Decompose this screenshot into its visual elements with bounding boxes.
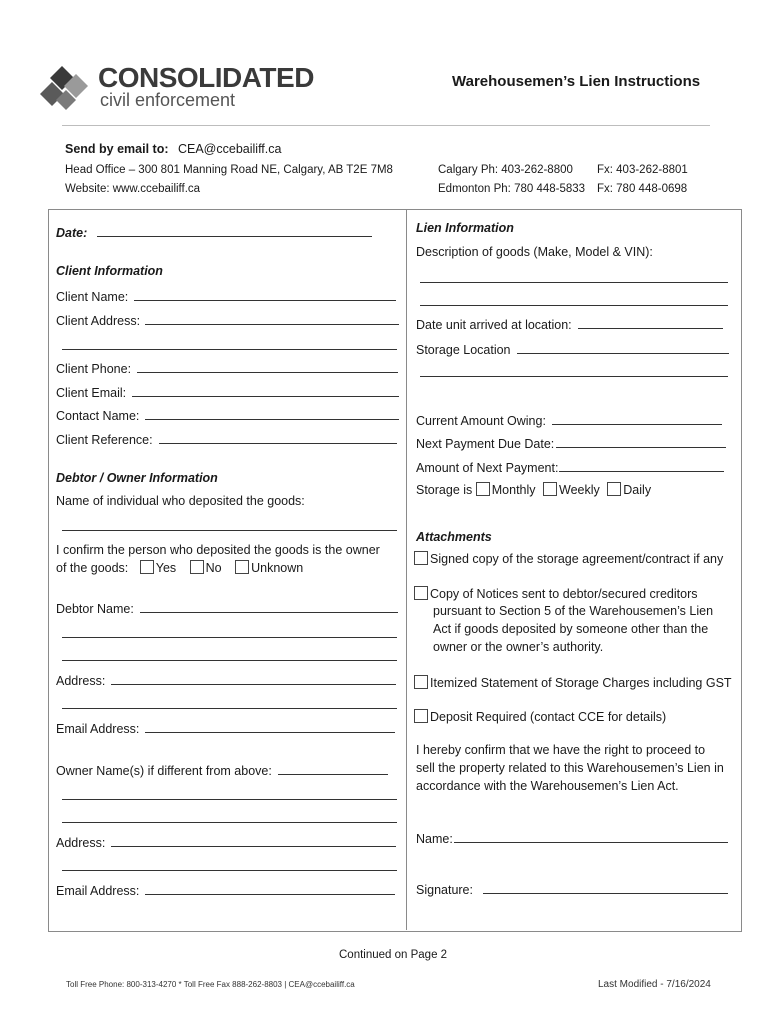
calgary-phone: Calgary Ph: 403-262-8800 — [438, 164, 573, 176]
logo-tagline: civil enforcement — [100, 90, 236, 110]
daily-checkbox[interactable] — [607, 482, 621, 496]
owner-address-line-2[interactable] — [62, 870, 397, 871]
debtor-name-field[interactable] — [56, 600, 398, 616]
statement-label: Itemized Statement of Storage Charges including GST — [430, 676, 732, 690]
debtor-address-line-2[interactable] — [62, 708, 397, 709]
notices-checkbox[interactable] — [414, 586, 428, 600]
contact-name-label: Contact Name: — [56, 409, 140, 423]
current-owing-label: Current Amount Owing: — [416, 414, 546, 428]
lien-info-heading: Lien Information — [416, 221, 514, 235]
notices-label-1: Copy of Notices sent to debtor/secured creditors — [430, 587, 698, 601]
debtor-name-label: Debtor Name: — [56, 602, 134, 616]
deposited-name-line[interactable] — [62, 530, 397, 531]
edmonton-phone: Edmonton Ph: 780 448-5833 — [438, 183, 586, 195]
owner-confirm-options — [56, 560, 303, 575]
yes-checkbox[interactable] — [140, 560, 154, 574]
storage-is-label: Storage is — [416, 483, 473, 497]
send-email-line — [65, 142, 281, 156]
form-divider — [406, 209, 407, 930]
current-owing-field[interactable] — [416, 412, 722, 428]
send-email[interactable]: CEA@ccebailiff.ca — [177, 142, 282, 156]
debtor-address-field[interactable] — [56, 672, 396, 688]
client-name-label: Client Name: — [56, 290, 129, 304]
client-email-label: Client Email: — [56, 386, 127, 400]
deposit-label: Deposit Required (contact CCE for details) — [430, 710, 667, 724]
client-name-field[interactable] — [56, 288, 396, 304]
client-reference-label: Client Reference: — [56, 433, 153, 447]
date-arrived-field[interactable] — [416, 316, 723, 332]
name-label: Name: — [416, 832, 453, 846]
date-field[interactable] — [56, 224, 372, 240]
amount-next-label: Amount of Next Payment: — [416, 461, 559, 475]
last-modified: Last Modified - 7/16/2024 — [598, 979, 711, 990]
owner-confirm-text: I confirm the person who deposited the goods is the owner — [56, 543, 380, 557]
amount-next-field[interactable] — [416, 459, 724, 475]
owner-address-field[interactable] — [56, 834, 396, 850]
signature-label: Signature: — [416, 883, 473, 897]
confirmation-text-2: sell the property related to this Warehousemen’s Lien in — [416, 761, 724, 775]
client-address-line-2[interactable] — [62, 349, 397, 350]
footer-contact: Toll Free Phone: 800-313-4270 * Toll Free Fax 888-262-8803 | CEA@ccebailiff.ca — [66, 980, 355, 989]
description-line-1[interactable] — [420, 282, 728, 283]
storage-period-options — [416, 482, 651, 497]
no-label: No — [205, 561, 222, 575]
unknown-checkbox[interactable] — [235, 560, 249, 574]
calgary-fax: Fx: 403-262-8801 — [597, 164, 688, 176]
notices-label-2: pursuant to Section 5 of the Warehousemen’s Lien — [433, 604, 714, 618]
attachments-heading: Attachments — [416, 530, 492, 544]
client-reference-field[interactable] — [56, 431, 397, 447]
head-office: Head Office – 300 801 Manning Road NE, Calgary, AB T2E 7M8 — [65, 164, 393, 176]
agreement-label: Signed copy of the storage agreement/contract if any — [430, 552, 724, 566]
deposit-checkbox[interactable] — [414, 709, 428, 723]
edmonton-fax: Fx: 780 448-0698 — [597, 183, 688, 195]
owner-confirm-text-2: of the goods: — [56, 561, 129, 575]
client-info-heading: Client Information — [56, 264, 163, 278]
next-due-field[interactable] — [416, 435, 726, 451]
deposited-label: Name of individual who deposited the goods: — [56, 494, 305, 508]
debtor-address-label: Address: — [56, 674, 106, 688]
yes-label: Yes — [155, 561, 177, 575]
owner-names-field[interactable] — [56, 762, 388, 778]
next-due-label: Next Payment Due Date: — [416, 437, 555, 451]
contact-name-field[interactable] — [56, 407, 399, 423]
attachment-statement — [414, 675, 732, 690]
daily-label: Daily — [623, 483, 652, 497]
client-phone-label: Client Phone: — [56, 362, 132, 376]
storage-location-field[interactable] — [416, 341, 729, 357]
client-email-field[interactable] — [56, 384, 399, 400]
description-line-2[interactable] — [420, 305, 728, 306]
owner-names-line-3[interactable] — [62, 822, 397, 823]
unknown-label: Unknown — [251, 561, 304, 575]
weekly-label: Weekly — [559, 483, 600, 497]
no-checkbox[interactable] — [190, 560, 204, 574]
diamond-logo-icon — [40, 62, 96, 112]
company-logo — [40, 62, 314, 114]
name-field[interactable] — [416, 830, 728, 846]
header-rule — [62, 125, 710, 126]
owner-names-line-2[interactable] — [62, 799, 397, 800]
agreement-checkbox[interactable] — [414, 551, 428, 565]
continued-note: Continued on Page 2 — [339, 949, 448, 961]
debtor-name-line-2[interactable] — [62, 637, 397, 638]
statement-checkbox[interactable] — [414, 675, 428, 689]
confirmation-text-3: accordance with the Warehousemen’s Lien Act. — [416, 779, 679, 793]
client-phone-field[interactable] — [56, 360, 398, 376]
owner-email-label: Email Address: — [56, 884, 140, 898]
attachment-notices — [414, 586, 698, 601]
monthly-checkbox[interactable] — [476, 482, 490, 496]
date-label: Date: — [56, 226, 88, 240]
notices-label-4: owner or the owner’s authority. — [433, 640, 604, 654]
debtor-email-field[interactable] — [56, 720, 395, 736]
owner-names-label: Owner Name(s) if different from above: — [56, 764, 272, 778]
logo-wordmark: CONSOLIDATED — [98, 62, 314, 93]
debtor-email-label: Email Address: — [56, 722, 140, 736]
debtor-info-heading: Debtor / Owner Information — [56, 471, 218, 485]
attachment-agreement — [414, 551, 723, 566]
description-label: Description of goods (Make, Model & VIN): — [416, 245, 653, 259]
owner-email-field[interactable] — [56, 882, 395, 898]
confirmation-text-1: I hereby confirm that we have the right to proceed to — [416, 743, 706, 757]
notices-label-3: Act if goods deposited by someone other than the — [433, 622, 709, 636]
owner-address-label: Address: — [56, 836, 106, 850]
storage-location-label: Storage Location — [416, 343, 511, 357]
document-title: Warehousemen’s Lien Instructions — [452, 73, 701, 90]
debtor-name-line-3[interactable] — [62, 660, 397, 661]
attachment-deposit — [414, 709, 666, 724]
storage-location-line-2[interactable] — [420, 376, 728, 377]
monthly-label: Monthly — [491, 483, 536, 497]
send-label: Send by email to: — [65, 142, 169, 156]
date-arrived-label: Date unit arrived at location: — [416, 318, 572, 332]
client-address-label: Client Address: — [56, 314, 141, 328]
signature-field[interactable] — [416, 881, 728, 897]
client-address-field[interactable] — [56, 312, 399, 328]
website[interactable]: Website: www.ccebailiff.ca — [65, 183, 201, 195]
weekly-checkbox[interactable] — [543, 482, 557, 496]
